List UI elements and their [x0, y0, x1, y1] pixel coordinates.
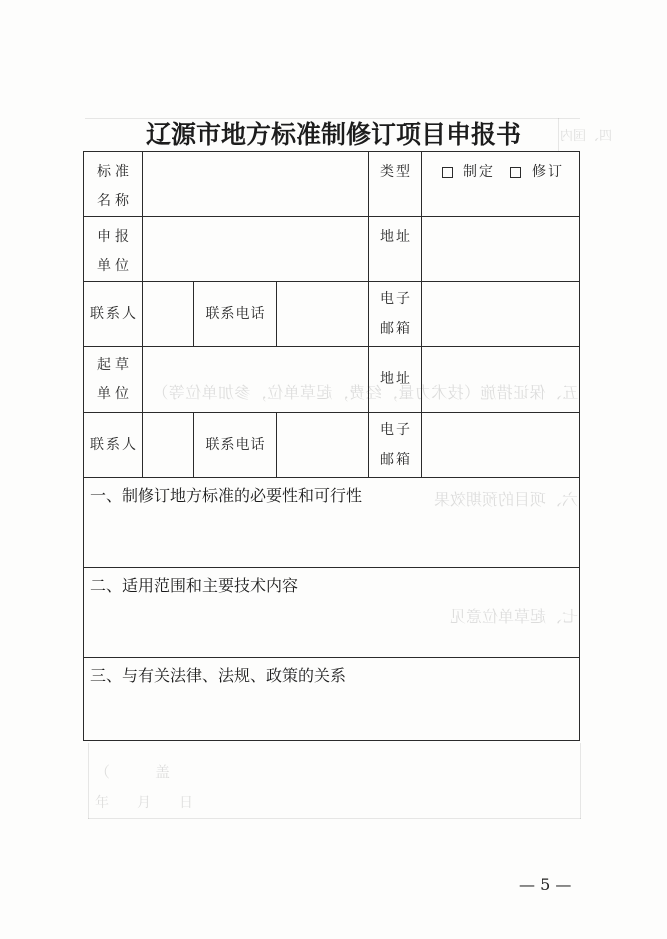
- page-number: — 5 —: [519, 875, 572, 894]
- applicant-email-label-line: 邮箱: [380, 321, 412, 337]
- drafting-unit-label-line: 单位: [97, 385, 133, 402]
- bleed-through-text: （ 盖: [95, 763, 171, 781]
- type-option-label: 制定: [463, 164, 495, 180]
- drafting-address-label-cell: [369, 347, 422, 413]
- applicant-contact-label: 联系人: [90, 305, 138, 322]
- section-heading: 一、制修订地方标准的必要性和可行性: [90, 486, 363, 505]
- bleed-through-line: [88, 743, 89, 819]
- checkbox-icon: [442, 167, 453, 178]
- drafting-contact-label-cell: [84, 413, 143, 478]
- drafting-contact-label: 联系人: [90, 436, 138, 453]
- bleed-through-text: 七、起草单位意见: [449, 607, 578, 626]
- applicant-phone-label: 联系电话: [205, 305, 266, 322]
- type-options-cell: [422, 152, 580, 217]
- applicant-email-label-line: 电子: [380, 291, 412, 307]
- applicant-unit-label-line: 单位: [97, 257, 133, 274]
- section-necessity: [84, 478, 580, 568]
- checkbox-icon: [510, 167, 521, 178]
- drafting-unit-value-cell: [143, 347, 369, 413]
- drafting-unit-label-cell: [84, 347, 143, 413]
- application-form-table: [83, 151, 580, 741]
- type-option-label: 修订: [532, 164, 564, 180]
- drafting-email-label-cell: [369, 413, 422, 478]
- document-title: 辽源市地方标准制修订项目申报书: [145, 120, 521, 149]
- applicant-contact-value-cell: [143, 282, 194, 347]
- drafting-phone-label: 联系电话: [205, 436, 266, 453]
- standard-name-label-line: 名称: [97, 192, 133, 209]
- section-heading: 二、适用范围和主要技术内容: [90, 576, 299, 595]
- bleed-through-line: [580, 743, 581, 819]
- bleed-through-line: [85, 118, 580, 119]
- standard-name-value-cell: [143, 152, 369, 217]
- bleed-through-text: 五、保证措施（技术力量，经费，起草单位，参加单位等）: [151, 383, 578, 402]
- applicant-address-label-cell: [369, 217, 422, 282]
- bleed-through-text: 四、国内: [560, 129, 613, 144]
- applicant-unit-value-cell: [143, 217, 369, 282]
- section-heading: 三、与有关法律、法规、政策的关系: [90, 666, 347, 685]
- drafting-contact-value-cell: [143, 413, 194, 478]
- drafting-address-label: 地址: [380, 371, 412, 387]
- drafting-unit-label-line: 起草: [97, 356, 133, 373]
- drafting-email-label-line: 邮箱: [380, 452, 412, 468]
- applicant-phone-value-cell: [277, 282, 369, 347]
- applicant-phone-label-cell: [194, 282, 277, 347]
- applicant-address-value-cell: [422, 217, 580, 282]
- bleed-through-text: 年 月 日: [95, 795, 193, 811]
- bleed-through-line: [88, 818, 581, 819]
- applicant-unit-label-line: 申报: [97, 228, 133, 245]
- type-label: 类型: [380, 164, 412, 180]
- drafting-email-value-cell: [422, 413, 580, 478]
- type-label-cell: [369, 152, 422, 217]
- drafting-address-value-cell: [422, 347, 580, 413]
- drafting-phone-value-cell: [277, 413, 369, 478]
- applicant-unit-label-cell: [84, 217, 143, 282]
- applicant-address-label: 地址: [380, 229, 412, 245]
- applicant-email-label-cell: [369, 282, 422, 347]
- section-scope: [84, 568, 580, 658]
- standard-name-label-cell: [84, 152, 143, 217]
- applicant-contact-label-cell: [84, 282, 143, 347]
- bleed-through-text: 六、项目的预期效果: [433, 490, 578, 509]
- section-legal-relation: [84, 658, 580, 741]
- drafting-phone-label-cell: [194, 413, 277, 478]
- drafting-email-label-line: 电子: [380, 422, 412, 438]
- standard-name-label-line: 标准: [97, 163, 133, 180]
- applicant-email-value-cell: [422, 282, 580, 347]
